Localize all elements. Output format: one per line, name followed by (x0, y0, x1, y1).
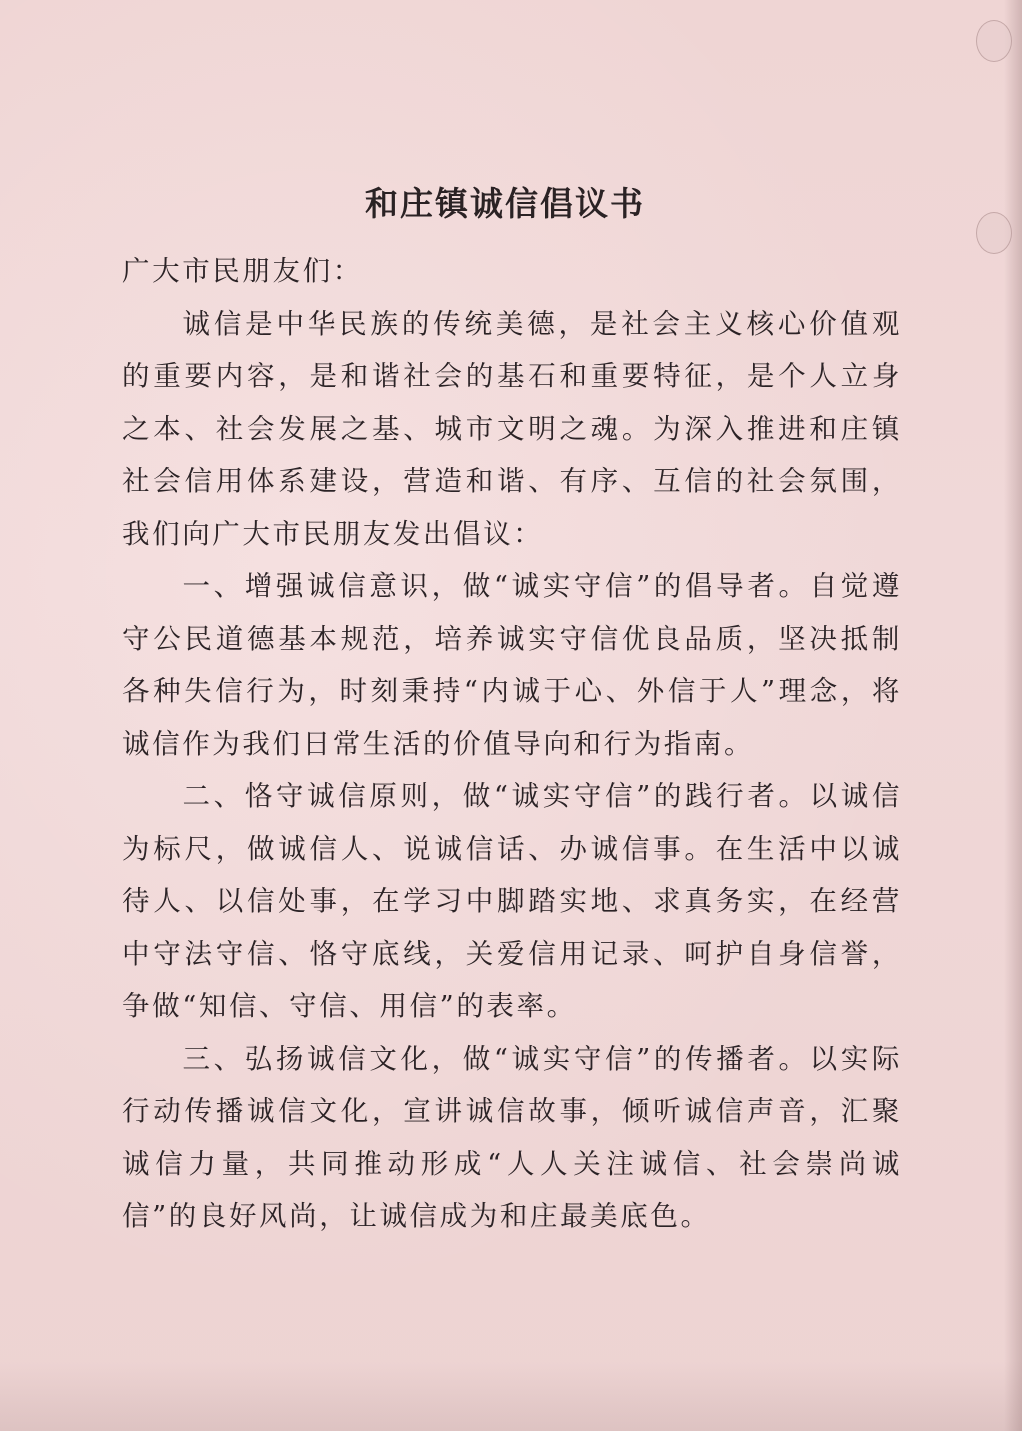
paper-bottom-shadow (0, 1361, 1022, 1431)
paragraph-point-2: 二、恪守诚信原则，做“诚实守信”的践行者。以诚信为标尺，做诚信人、说诚信话、办诚信事。在生活中以诚待人、以信处事，在学习中脚踏实地、求真务实，在经营中守法守信、恪守底线，关爱信用记录、呵护自身信誉，争做“知信、守信、用信”的表率。 (122, 780, 902, 1022)
salutation: 广大市民朋友们： (122, 255, 363, 287)
punch-hole-top (976, 20, 1012, 62)
paragraph-point-3: 三、弘扬诚信文化，做“诚实守信”的传播者。以实际行动传播诚信文化，宣讲诚信故事，倾听诚信声音，汇聚诚信力量，共同推动形成“人人关注诚信、社会崇尚诚信”的良好风尚，让诚信成为和庄最美底色。 (122, 1042, 902, 1232)
paragraph-intro: 诚信是中华民族的传统美德，是社会主义核心价值观的重要内容，是和谐社会的基石和重要特征，是个人立身之本、社会发展之基、城市文明之魂。为深入推进和庄镇社会信用体系建设，营造和谐、有序、互信的社会氛围，我们向广大市民朋友发出倡议： (122, 307, 902, 550)
document-title: 和庄镇诚信倡议书 (365, 184, 645, 223)
paragraph-point-1: 一、增强诚信意识，做“诚实守信”的倡导者。自觉遵守公民道德基本规范，培养诚实守信优良品质，坚决抵制各种失信行为，时刻秉持“内诚于心、外信于人”理念，将诚信作为我们日常生活的价值导向和行为指南。 (122, 570, 902, 760)
document-body (122, 245, 902, 1243)
